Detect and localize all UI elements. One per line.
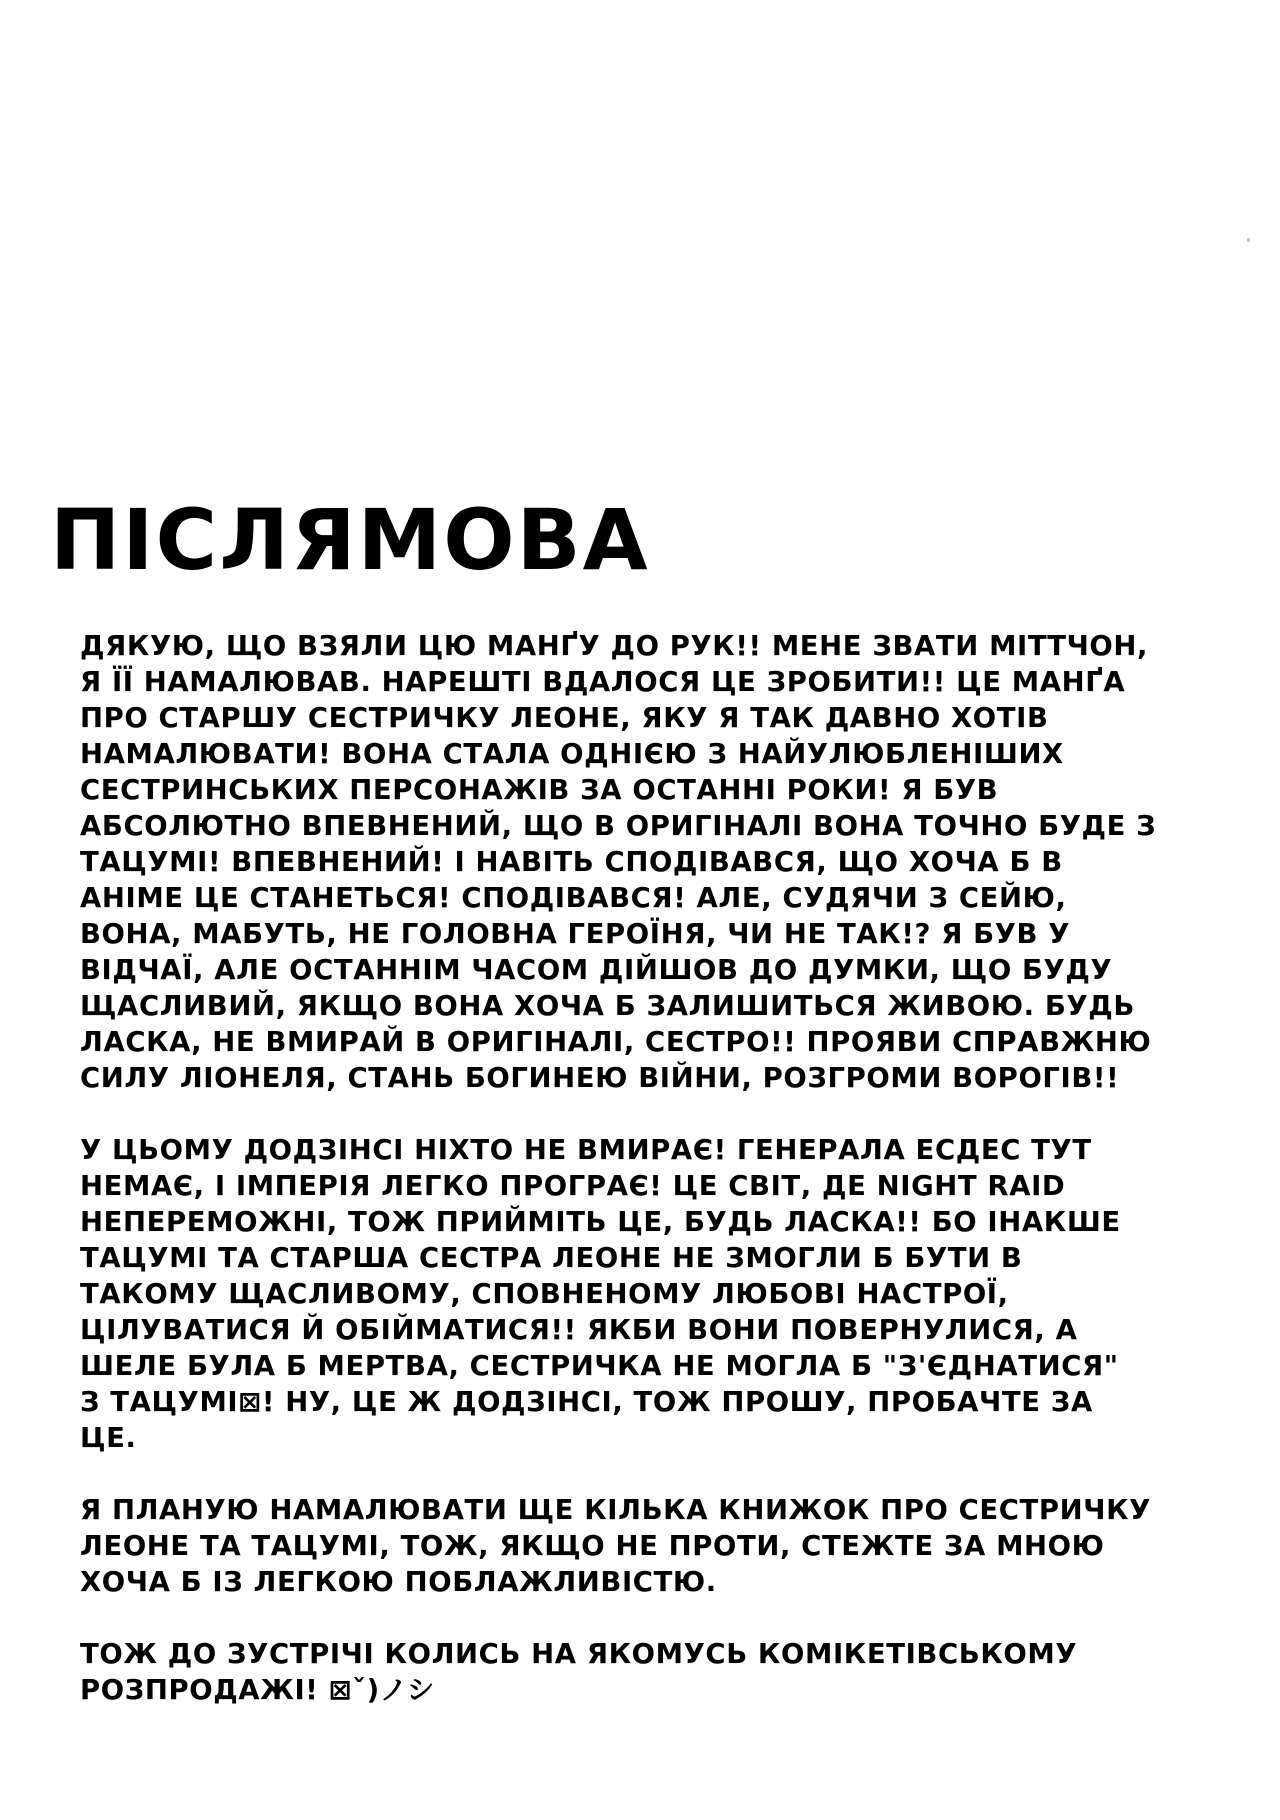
paper-speck: [1247, 238, 1250, 242]
afterword-body: [80, 628, 1180, 1708]
paragraph-farewell: ТОЖ ДО ЗУСТРІЧІ КОЛИСЬ НА ЯКОМУСЬ КОМІКЕТІВСЬКОМУ РОЗПРОДАЖІ! ⊠ˇ)ノシ: [80, 1638, 1078, 1706]
page-title: ПІСЛЯМОВА: [50, 491, 650, 589]
paragraph-thanks: ДЯКУЮ, ЩО ВЗЯЛИ ЦЮ МАНҐУ ДО РУК!! МЕНЕ ЗВАТИ МІТТЧОН, Я ЇЇ НАМАЛЮВАВ. НАРЕШТІ ВДАЛОСЯ ЦЕ ЗРОБИТИ!! ЦЕ МАНҐА ПРО СТАРШУ СЕСТРИЧКУ ЛЕОНЕ, ЯКУ Я ТАК ДАВНО ХОТІВ НАМАЛЮВАТИ! ВОНА СТАЛА ОДНІЄЮ З НАЙУЛЮБЛЕНІШИХ СЕСТРИНСЬКИХ ПЕРСОНАЖІВ ЗА ОСТАННІ РОКИ! Я БУВ АБСОЛЮТНО ВПЕВНЕНИЙ, ЩО В ОРИГІНАЛІ ВОНА ТОЧНО БУДЕ З ТАЦУМІ! ВПЕВНЕНИЙ! І НАВІТЬ СПОДІВАВСЯ, ЩО ХОЧА Б В АНІМЕ ЦЕ СТАНЕТЬСЯ! СПОДІВАВСЯ! АЛЕ, СУДЯЧИ З СЕЙЮ, ВОНА, МАБУТЬ, НЕ ГОЛОВНА ГЕРОЇНЯ, ЧИ НЕ ТАК!? Я БУВ У ВІДЧАЇ, АЛЕ ОСТАННІМ ЧАСОМ ДІЙШОВ ДО ДУМКИ, ЩО БУДУ ЩАСЛИВИЙ, ЯКЩО ВОНА ХОЧА Б ЗАЛИШИТЬСЯ ЖИВОЮ. БУДЬ ЛАСКА, НЕ ВМИРАЙ В ОРИГІНАЛІ, СЕСТРО!! ПРОЯВИ СПРАВЖНЮ СИЛУ ЛІОНЕЛЯ, СТАНЬ БОГИНЕЮ ВІЙНИ, РОЗГРОМИ ВОРОГІВ!!: [80, 630, 1157, 1094]
paragraph-plans: Я ПЛАНУЮ НАМАЛЮВАТИ ЩЕ КІЛЬКА КНИЖОК ПРО СЕСТРИЧКУ ЛЕОНЕ ТА ТАЦУМІ, ТОЖ, ЯКЩО НЕ ПРОТИ, СТЕЖТЕ ЗА МНОЮ ХОЧА Б ІЗ ЛЕГКОЮ ПОБЛАЖЛИВІСТЮ.: [80, 1494, 1151, 1598]
paragraph-doujinshi: У ЦЬОМУ ДОДЗІНСІ НІХТО НЕ ВМИРАЄ! ГЕНЕРАЛА ЕСДЕС ТУТ НЕМАЄ, І ІМПЕРІЯ ЛЕГКО ПРОГРАЄ! ЦЕ СВІТ, ДЕ NIGHT RAID НЕПЕРЕМОЖНІ, ТОЖ ПРИЙМІТЬ ЦЕ, БУДЬ ЛАСКА!! БО ІНАКШЕ ТАЦУМІ ТА СТАРША СЕСТРА ЛЕОНЕ НЕ ЗМОГЛИ Б БУТИ В ТАКОМУ ЩАСЛИВОМУ, СПОВНЕНОМУ ЛЮБОВІ НАСТРОЇ, ЦІЛУВАТИСЯ Й ОБІЙМАТИСЯ!! ЯКБИ ВОНИ ПОВЕРНУЛИСЯ, А ШЕЛЕ БУЛА Б МЕРТВА, СЕСТРИЧКА НЕ МОГЛА Б "З'ЄДНАТИСЯ" З ТАЦУМІ⊠! НУ, ЦЕ Ж ДОДЗІНСІ, ТОЖ ПРОШУ, ПРОБАЧТЕ ЗА ЦЕ.: [80, 1134, 1121, 1454]
